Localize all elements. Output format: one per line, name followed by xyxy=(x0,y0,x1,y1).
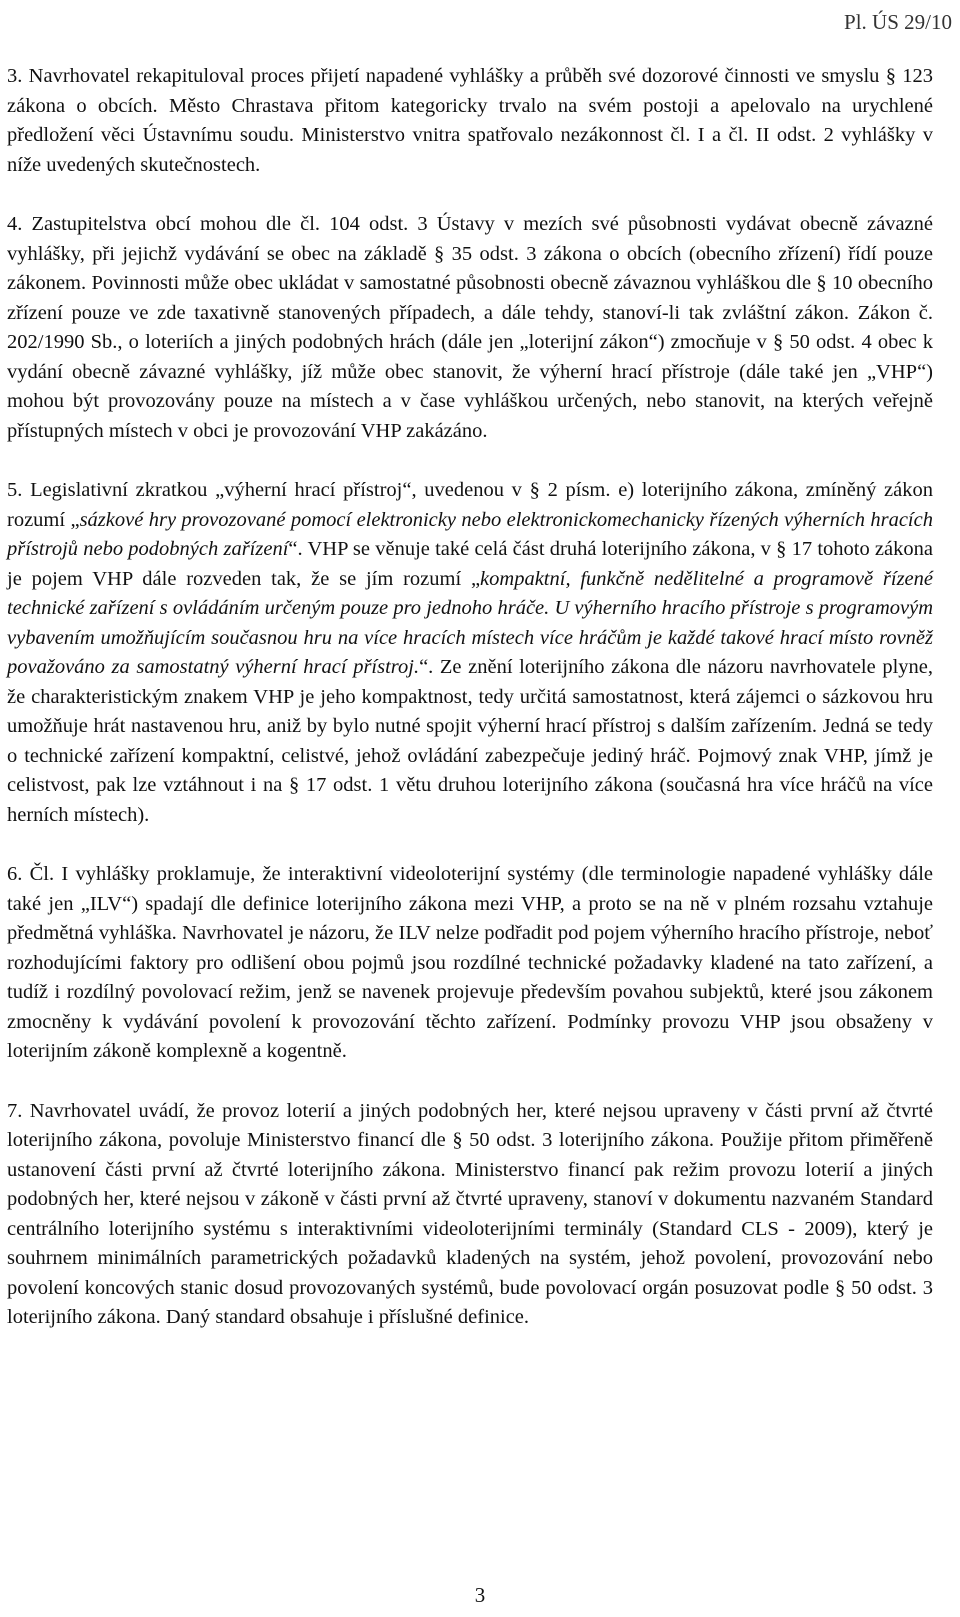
paragraph-text: 6. Čl. I vyhlášky proklamuje, že interaktivní videoloterijní systémy (dle terminologie napadené vyhlášky dále také jen „ILV“) spadají dle definice loterijního zákona mezi VHP, a proto se na ně v plném rozsahu vztahuje předmětná vyhláška. Navrhovatel je názoru, že ILV nelze podřadit pod pojem výherního hracího přístroje, neboť rozhodujícími faktory pro odlišení obou pojmů jsou rozdílné technické požadavky kladené na tato zařízení, a tudíž i rozdílný povolovací režim, jenž se navenek projevuje především povahou subjektů, které jsou zákonem zmocněny k vydávání povolení k provozování těchto zařízení. Podmínky provozu VHP jsou obsaženy v loterijním zákoně komplexně a kogentně. xyxy=(7,863,933,1062)
case-reference: Pl. ÚS 29/10 xyxy=(844,10,952,34)
paragraph-4 xyxy=(7,210,933,446)
quoted-definition: kompaktní, funkčně nedělitelné a programově řízené technické zařízení s ovládáním určeným pouze pro jednoho hráče. U výherního hracího přístroje s programovým vybavením umožňujícím současnou hru na více hracích místech více hráčům je každé takové hrací místo rovněž považováno za samostatný výherní hrací přístroj. xyxy=(7,567,933,678)
paragraph-text: 5. Legislativní zkratkou „výherní hrací přístroj“, uvedenou v § 2 písm. e) loterijního zákona, zmíněný zákon rozumí „ xyxy=(7,479,933,531)
paragraph-5 xyxy=(7,476,933,830)
paragraph-text: “. Ze znění loterijního zákona dle názoru navrhovatele plyne, že charakteristickým znakem VHP je jeho kompaktnost, tedy určitá samostatnost, která zájemci o sázkovou hru umožňuje hrát nastavenou hru, aniž by bylo nutné spojit výherní hrací přístroj s dalším zařízením. Jedná se tedy o technické zařízení kompaktní, celistvé, jehož ovládání zabezpečuje jediný hráč. Pojmový znak VHP, jímž je celistvost, pak lze vztáhnout i na § 17 odst. 1 větu druhou loterijního zákona (současná hra více hráčů na více herních místech). xyxy=(7,656,933,826)
document-body xyxy=(7,62,933,1333)
paragraph-3 xyxy=(7,62,933,180)
paragraph-text: 3. Navrhovatel rekapituloval proces přijetí napadené vyhlášky a průběh své dozorové činnosti ve smyslu § 123 zákona o obcích. Město Chrastava přitom kategoricky trvalo na svém postoji a apelovalo na urychlené předložení věci Ústavnímu soudu. Ministerstvo vnitra spatřovalo nezákonnost čl. I a čl. II odst. 2 vyhlášky v níže uvedených skutečnostech. xyxy=(7,65,933,176)
paragraph-text: “. VHP se věnuje také celá část druhá loterijního zákona, v § 17 tohoto zákona je pojem VHP dále rozveden tak, že se jím rozumí „ xyxy=(7,538,933,590)
page-number: 3 xyxy=(474,1583,486,1607)
quoted-definition: sázkové hry provozované pomocí elektronicky nebo elektronickomechanicky řízených výherních hracích přístrojů nebo podobných zařízení xyxy=(7,508,933,560)
paragraph-text: 7. Navrhovatel uvádí, že provoz loterií a jiných podobných her, které nejsou upraveny v části první až čtvrté loterijního zákona, povoluje Ministerstvo financí dle § 50 odst. 3 loterijního zákona. Použije přitom přiměřeně ustanovení části první až čtvrté loterijního zákona. Ministerstvo financí pak režim provozu loterií a jiných podobných her, které nejsou v zákoně v části první až čtvrté upraveny, stanoví v dokumentu nazvaném Standard centrálního loterijního systému s interaktivními videoloterijními terminály (Standard CLS - 2009), který je souhrnem minimálních parametrických požadavků kladených na systém, jehož povolení, provozování nebo povolení koncových stanic dosud provozovaných systémů, bude povolovací orgán posuzovat podle § 50 odst. 3 loterijního zákona. Daný standard obsahuje i příslušné definice. xyxy=(7,1099,933,1328)
paragraph-6 xyxy=(7,860,933,1067)
paragraph-text: 4. Zastupitelstva obcí mohou dle čl. 104 odst. 3 Ústavy v mezích své působnosti vydávat obecně závazné vyhlášky, při jejichž vydávání se obec na základě § 35 odst. 3 zákona o obcích (obecního zřízení) řídí pouze zákonem. Povinnosti může obec ukládat v samostatné působnosti obecně závaznou vyhláškou dle § 10 obecního zřízení pouze ve zde taxativně stanovených případech, a dále tehdy, stanoví-li tak zvláštní zákon. Zákon č. 202/1990 Sb., o loteriích a jiných podobných hrách (dále jen „loterijní zákon“) zmocňuje v § 50 odst. 4 obec k vydání obecně závazné vyhlášky, jíž může obec stanovit, že výherní hrací přístroje (dále také jen „VHP“) mohou být provozovány pouze na místech a v čase vyhláškou určených, nebo stanovit, na kterých veřejně přístupných místech v obci je provozování VHP zakázáno. xyxy=(7,213,933,442)
paragraph-7 xyxy=(7,1097,933,1333)
